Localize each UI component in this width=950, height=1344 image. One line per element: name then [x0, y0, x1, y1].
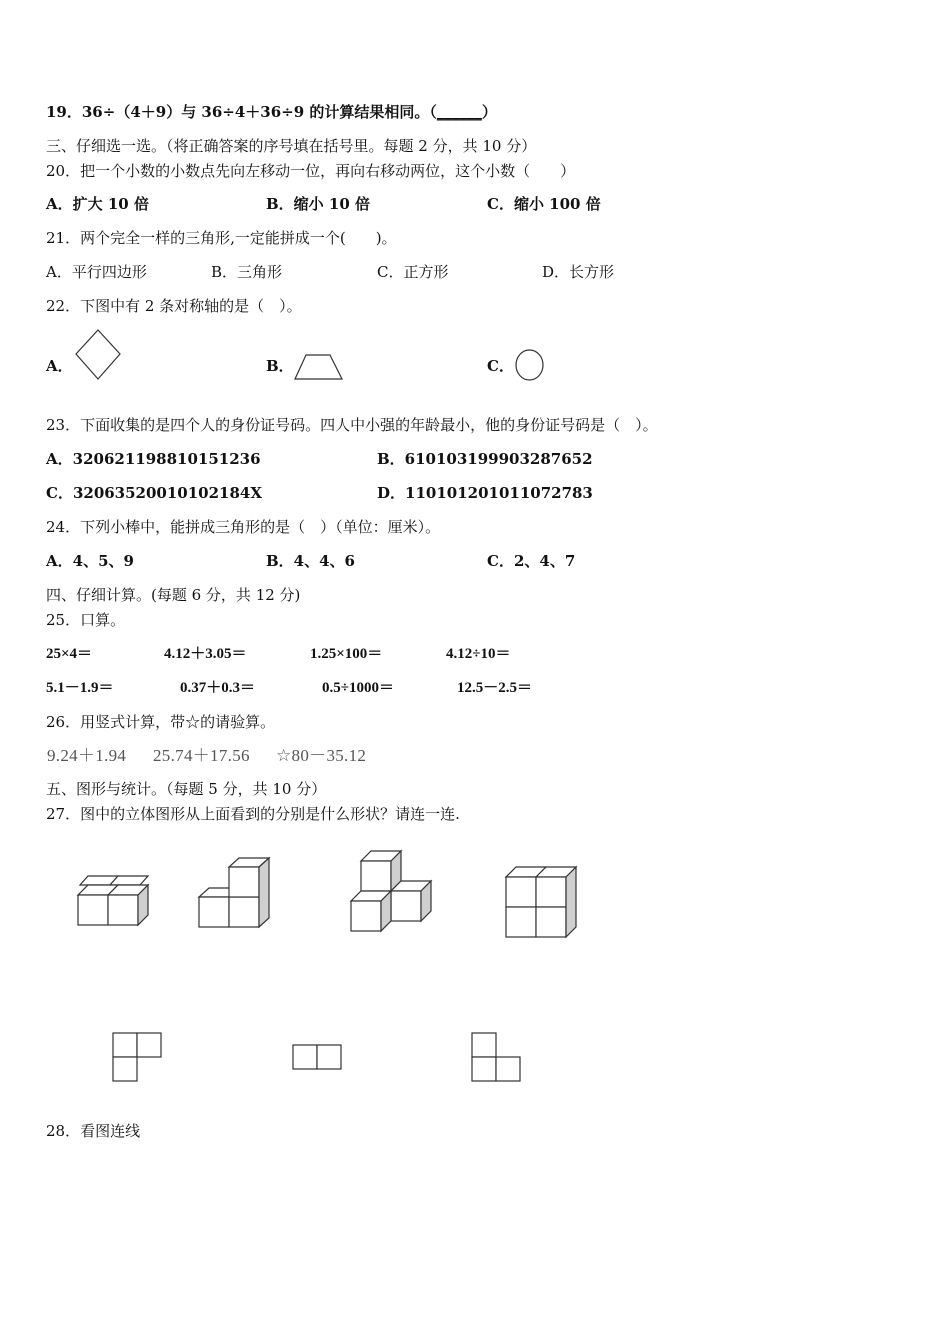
mental-calc-item: 4.12÷10＝ [446, 646, 511, 662]
q24-option-a[interactable]: A．4、5、9 [46, 552, 134, 570]
cube-figure-3 [343, 848, 443, 940]
question-20: 20．把一个小数的小数点先向左移动一位，再向右移动两位，这个小数（ ） [46, 162, 576, 180]
q21-option-a[interactable]: A．平行四边形 [46, 263, 147, 281]
cube-figure-4 [500, 864, 585, 944]
q20-option-b[interactable]: B．缩小 10 倍 [266, 195, 370, 213]
question-19 [46, 102, 497, 122]
cube-figure-2 [192, 855, 282, 935]
mental-calc-item: 1.25×100＝ [310, 646, 383, 662]
vertical-calc-item: 25.74＋17.56 [153, 746, 250, 765]
q21-option-c[interactable]: C．正方形 [377, 263, 449, 281]
q23-option-b[interactable]: B．610103199903287652 [377, 450, 593, 468]
q20-option-a[interactable]: A．扩大 10 倍 [46, 195, 149, 213]
answer-blank[interactable]: ______ [436, 103, 482, 121]
section-3-title: 三、仔细选一选。（将正确答案的序号填在括号里。每题 2 分，共 10 分） [46, 137, 537, 155]
top-view-2 [291, 1043, 345, 1073]
question-23: 23．下面收集的是四个人的身份证号码。四人中小强的年龄最小，他的身份证号码是（ ）。 [46, 416, 658, 434]
diamond-icon [74, 329, 124, 381]
vertical-calc-item: ☆80－35.12 [276, 746, 367, 765]
top-view-1 [111, 1031, 165, 1085]
vertical-calc-item: 9.24＋1.94 [47, 746, 127, 765]
question-26: 26．用竖式计算，带☆的请验算。 [46, 713, 276, 731]
question-text: 36÷（4＋9）与 36÷4＋36÷9 的计算结果相同。（ [81, 103, 437, 121]
question-28: 28．看图连线 [46, 1122, 141, 1140]
section-4-title: 四、仔细计算。(每题 6 分，共 12 分) [46, 586, 301, 604]
cube-figure-1 [70, 868, 160, 932]
question-27: 27．图中的立体图形从上面看到的分别是什么形状？请连一连. [46, 805, 460, 823]
q23-option-a[interactable]: A．320621198810151236 [46, 450, 261, 468]
trapezoid-icon [293, 352, 345, 382]
q23-option-c[interactable]: C．32063520010102184X [46, 484, 263, 502]
question-number: 19． [46, 103, 82, 121]
q20-option-c[interactable]: C．缩小 100 倍 [487, 195, 601, 213]
section-5-title: 五、图形与统计。（每题 5 分，共 10 分） [46, 780, 327, 798]
mental-calc-item: 0.5÷1000＝ [322, 680, 394, 696]
q22-option-a[interactable]: A． [46, 357, 73, 375]
mental-calc-item: 12.5－2.5＝ [457, 680, 533, 696]
top-view-3 [470, 1031, 524, 1085]
q22-option-c[interactable]: C． [487, 357, 514, 375]
question-25: 25．口算。 [46, 611, 126, 629]
question-22: 22．下图中有 2 条对称轴的是（ ）。 [46, 297, 302, 315]
q23-option-d[interactable]: D．110101201011072783 [377, 484, 593, 502]
q21-option-d[interactable]: D．长方形 [542, 263, 615, 281]
q22-option-b[interactable]: B． [266, 357, 294, 375]
q24-option-c[interactable]: C．2、4、7 [487, 552, 576, 570]
question-24: 24．下列小棒中，能拼成三角形的是（ ）（单位：厘米）。 [46, 518, 441, 536]
question-21: 21．两个完全一样的三角形,一定能拼成一个( )。 [46, 229, 397, 247]
mental-calc-item: 0.37＋0.3＝ [180, 680, 256, 696]
close-paren: ） [481, 103, 497, 121]
ellipse-icon [514, 348, 546, 382]
mental-calc-item: 4.12＋3.05＝ [164, 646, 247, 662]
q21-option-b[interactable]: B．三角形 [211, 263, 283, 281]
mental-calc-item: 5.1－1.9＝ [46, 680, 114, 696]
q24-option-b[interactable]: B．4、4、6 [266, 552, 355, 570]
mental-calc-item: 25×4＝ [46, 646, 93, 662]
